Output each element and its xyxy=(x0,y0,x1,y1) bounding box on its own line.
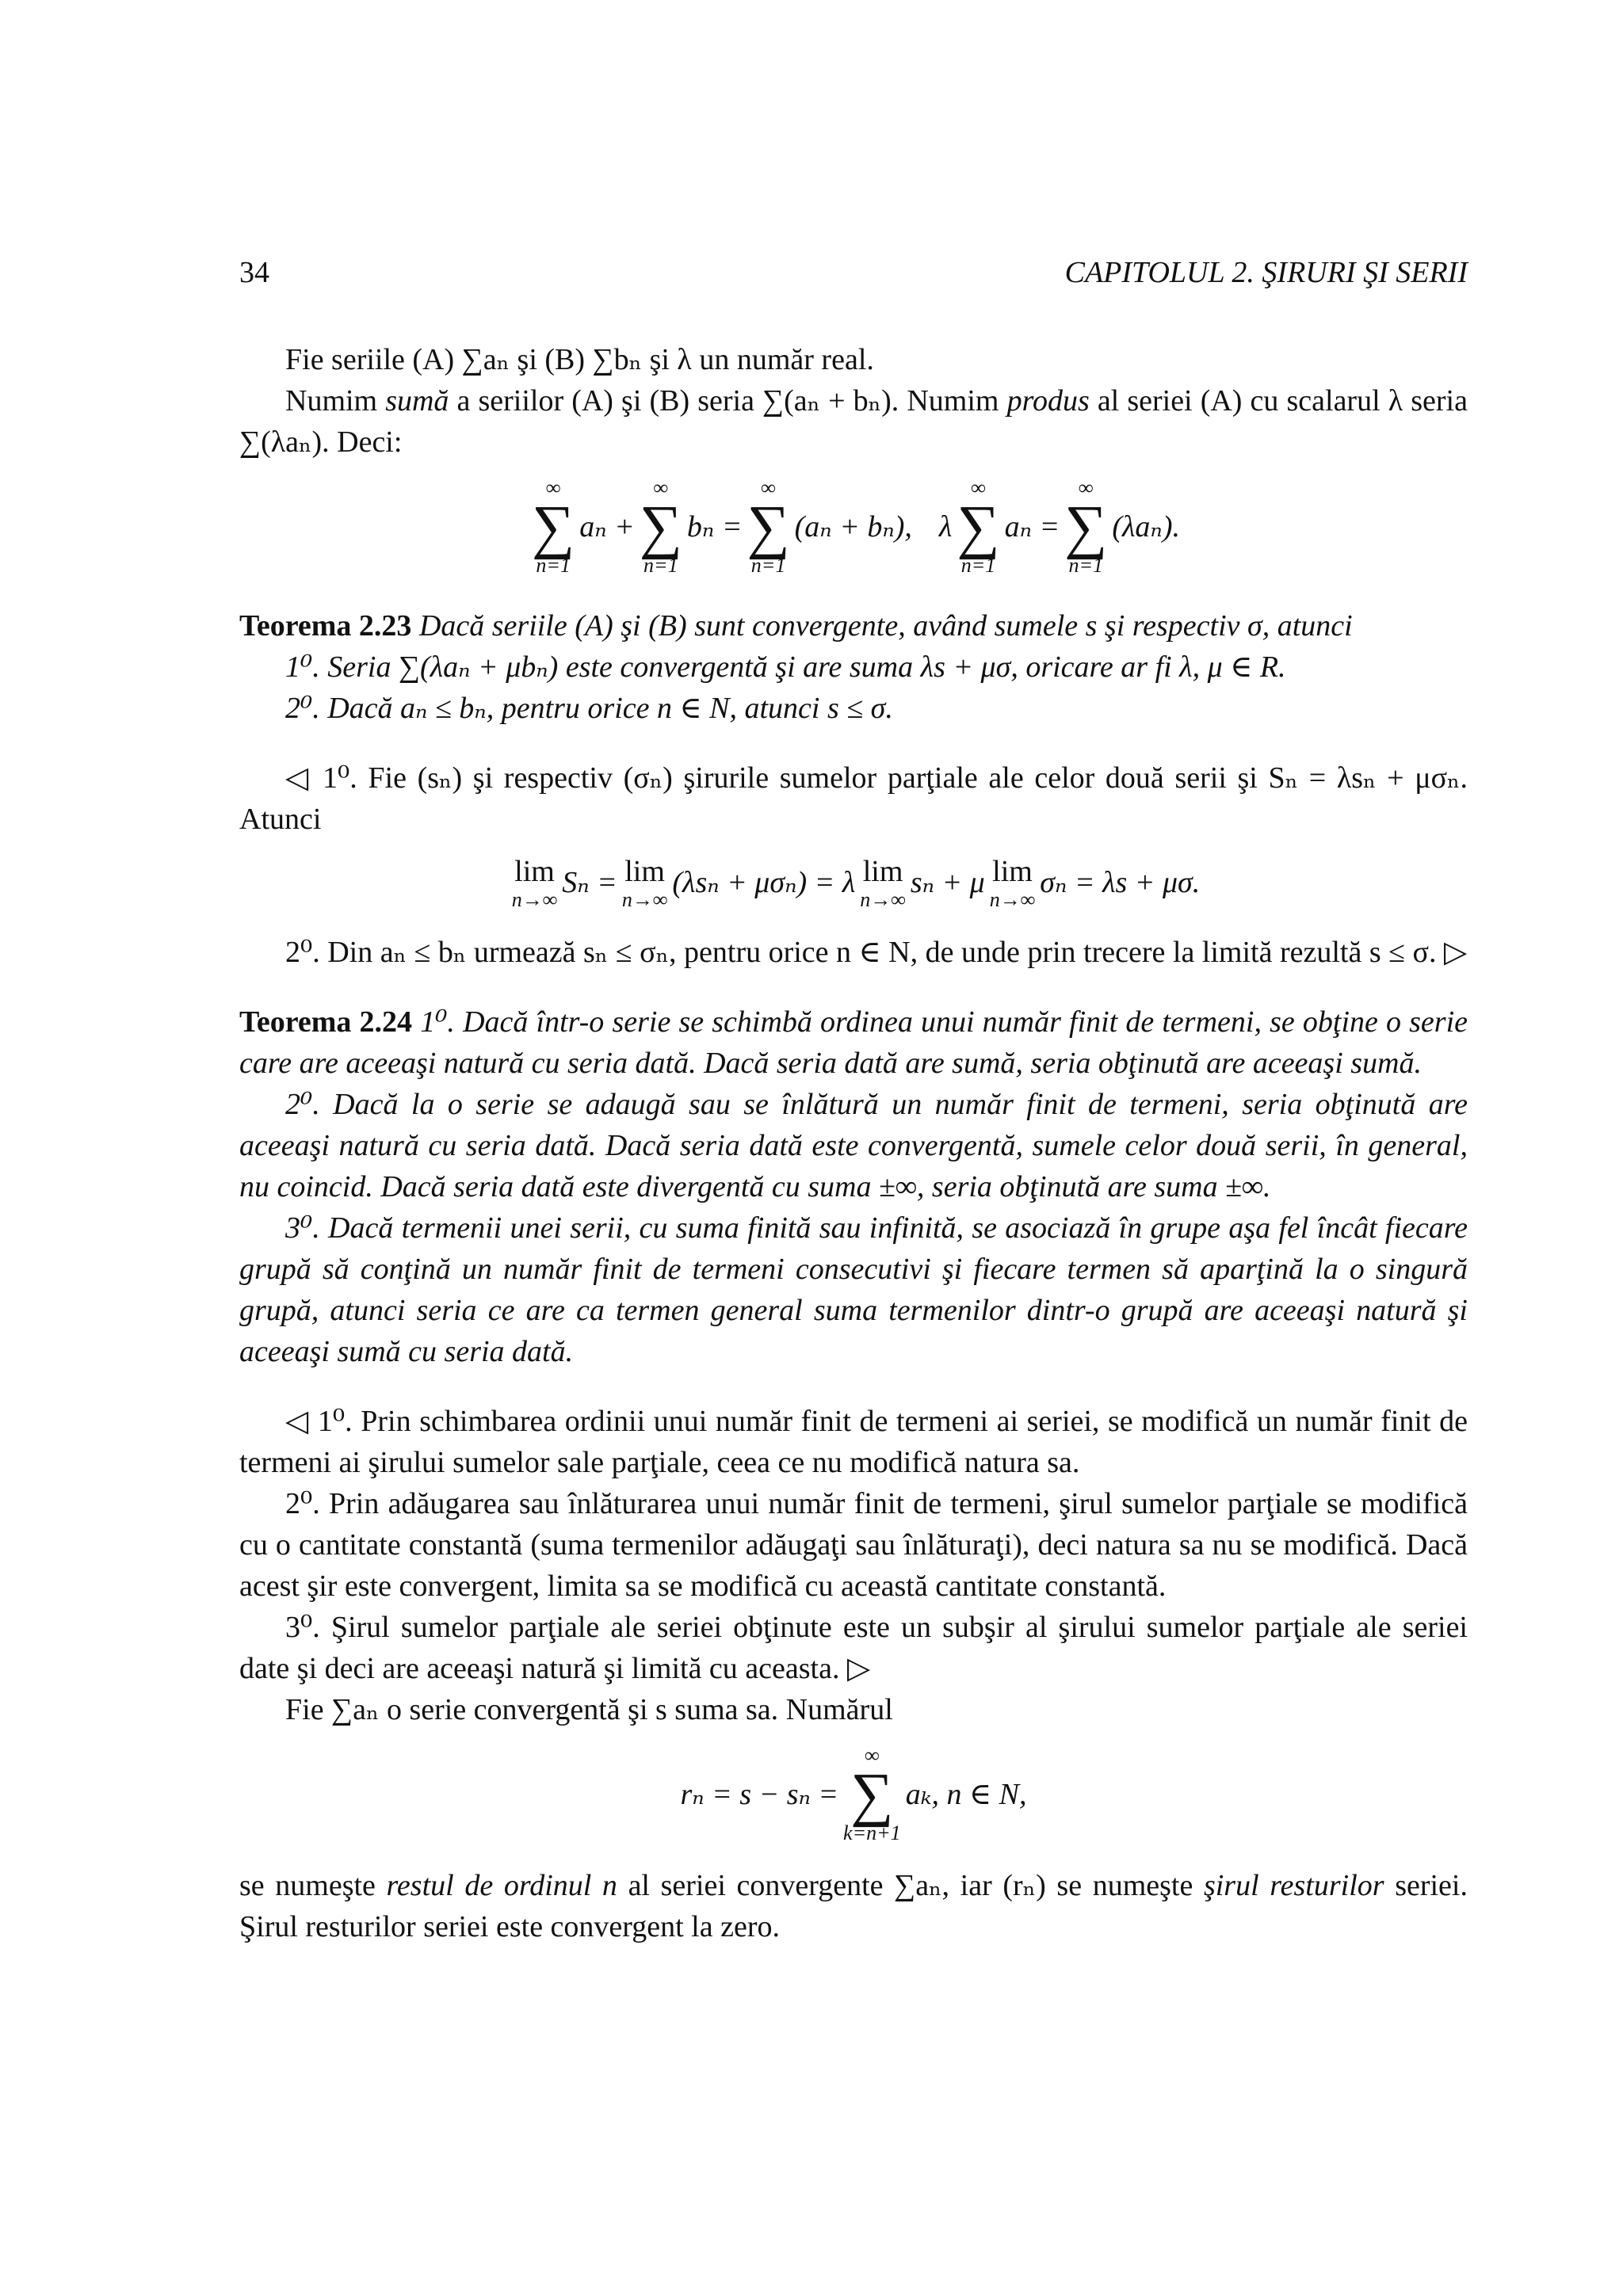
eq-term: aₙ + xyxy=(579,510,635,543)
eq-term: Sₙ = xyxy=(562,866,617,899)
upper-limit: ∞ xyxy=(971,476,986,499)
lim-subscript: n→∞ xyxy=(621,888,668,911)
eq-term: aₙ = xyxy=(1004,510,1060,543)
theorem-statement xyxy=(239,605,1468,646)
lim-operator xyxy=(622,854,668,911)
lim-subscript: n→∞ xyxy=(989,888,1036,911)
text: al seriei convergente ∑aₙ, iar (rₙ) se numeşte xyxy=(617,1869,1204,1902)
sigma-symbol: ∑ xyxy=(639,494,682,560)
lower-limit: n=1 xyxy=(750,554,786,577)
lim-word: lim xyxy=(624,855,665,888)
theorem-item-2: 2⁰. Dacă la o serie se adaugă sau se înlătură un număr finit de termeni, seria obţinută are aceeaşi natură cu seria dată. Dacă seria dată este convergentă, sumele celor două serii, în general, nu coincid. Dacă seria dată este divergentă cu suma ±∞, seria obţinută are suma ±∞. xyxy=(239,1088,1468,1203)
proof-2-23 xyxy=(239,757,1468,973)
intro-paragraph-2 xyxy=(239,380,1468,463)
theorem-text: 1⁰. Dacă într-o serie se schimbă ordinea unui număr finit de termeni, se obţine o serie care are aceeaşi natură cu seria dată. Dacă seria dată are sumă, seria obţinută are aceeaşi sumă. xyxy=(239,1005,1468,1080)
theorem-item-3: 3⁰. Dacă termenii unei serii, cu suma finită sau infinită, se asociază în grupe aşa fel încât fiecare grupă să conţină un număr finit de termeni consecutivi şi fiecare termen să aparţină la o singură grupă, atunci seria ce are ca termen general suma termenilor dintr-o grupă are aceeaşi natură şi aceeaşi sumă cu seria dată. xyxy=(239,1211,1468,1368)
sum-operator xyxy=(747,477,789,577)
term-produs: produs xyxy=(1006,384,1090,418)
upper-limit: ∞ xyxy=(653,476,669,499)
text: Numim xyxy=(285,384,386,418)
proof-paragraph-2: 2⁰. Prin adăugarea sau înlăturarea unui număr finit de termeni, şirul sumelor parţiale se modifică cu o cantitate constantă (suma termenilor adăugaţi sau înlăturaţi), deci natura sa nu se modifică. Dacă acest şir este convergent, limita sa se modifică cu această cantitate constantă. xyxy=(239,1487,1468,1603)
term-rest: restul de ordinul n xyxy=(386,1869,617,1902)
page-content xyxy=(239,252,1468,1947)
theorem-item-2: 2⁰. Dacă aₙ ≤ bₙ, pentru orice n ∈ N, atunci s ≤ σ. xyxy=(285,692,893,725)
sigma-symbol: ∑ xyxy=(532,494,575,560)
eq-term: (λsₙ + μσₙ) = λ xyxy=(672,866,856,899)
theorem-label: Teorema 2.23 xyxy=(239,609,412,643)
proof-2-24 xyxy=(239,1401,1468,1730)
theorem-item-1 xyxy=(239,1001,1468,1084)
sum-operator xyxy=(843,1745,901,1844)
lower-limit: n=1 xyxy=(643,554,678,577)
text: a seriilor (A) şi (B) seria ∑(aₙ + bₙ). Numim xyxy=(449,384,1007,418)
page-header xyxy=(239,252,1468,296)
theorem-2-23 xyxy=(239,605,1468,729)
sum-operator xyxy=(1064,477,1107,577)
theorem-label: Teorema 2.24 xyxy=(239,1005,413,1039)
lower-limit: n=1 xyxy=(536,554,571,577)
eq-term: bₙ = xyxy=(686,510,743,543)
theorem-text: Dacă seriile (A) şi (B) sunt convergente, având sumele s şi respectiv σ, atunci xyxy=(418,609,1353,643)
proof-paragraph-1: ◁ 1⁰. Prin schimbarea ordinii unui număr finit de termeni ai seriei, se modifică un număr finit de termeni ai şirului sumelor sale parţiale, ceea ce nu modifică natura sa. xyxy=(239,1405,1468,1479)
term-suma: sumă xyxy=(385,384,449,418)
eq-lambda: λ xyxy=(938,510,953,543)
upper-limit: ∞ xyxy=(545,476,561,499)
text: se numeşte xyxy=(239,1869,387,1902)
final-paragraph xyxy=(239,1865,1468,1947)
sigma-symbol: ∑ xyxy=(747,494,790,560)
lim-operator xyxy=(990,854,1036,911)
lim-subscript: n→∞ xyxy=(860,888,906,911)
upper-limit: ∞ xyxy=(1078,476,1094,499)
equation-limit xyxy=(239,854,1468,911)
text: al seriei (A) cu scalarul λ seria ∑(λaₙ). Deci: xyxy=(239,384,1468,459)
upper-limit: ∞ xyxy=(865,1744,880,1767)
intro-paragraph-1: Fie seriile (A) ∑aₙ şi (B) ∑bₙ şi λ un număr real. xyxy=(285,343,874,376)
sum-operator xyxy=(532,477,575,577)
lim-word: lim xyxy=(992,855,1033,888)
proof-paragraph-1: ◁ 1⁰. Fie (sₙ) şi respectiv (σₙ) şirurile sumelor parţiale ale celor două serii şi Sₙ = λsₙ + μσₙ. Atunci xyxy=(239,761,1468,836)
eq-term: (λaₙ). xyxy=(1112,510,1180,543)
lim-word: lim xyxy=(514,855,555,888)
eq-term: sₙ + μ xyxy=(910,866,985,899)
chapter-title: CAPITOLUL 2. ŞIRURI ŞI SERII xyxy=(1064,256,1468,289)
upper-limit: ∞ xyxy=(761,476,776,499)
text: seriei. Şirul resturilor seriei este convergent la zero. xyxy=(239,1869,1468,1943)
lim-operator xyxy=(512,854,558,911)
proof-paragraph-3: 3⁰. Şirul sumelor parţiale ale seriei obţinute este un subşir al şirului sumelor parţiale ale seriei date şi deci are aceeaşi natură şi limită cu aceasta. ▷ xyxy=(239,1611,1468,1685)
term-sir-resturi: şirul resturilor xyxy=(1203,1869,1384,1902)
sum-operator xyxy=(640,477,682,577)
theorem-2-24 xyxy=(239,1001,1468,1372)
eq-term: rₙ = s − sₙ = xyxy=(680,1778,839,1811)
lower-limit: n=1 xyxy=(1068,554,1103,577)
equation-sum-definition xyxy=(239,477,1468,577)
eq-term: aₖ, n ∈ N, xyxy=(905,1778,1027,1811)
lim-operator xyxy=(860,854,906,911)
eq-term: σₙ = λs + μσ. xyxy=(1040,866,1201,899)
lim-word: lim xyxy=(862,855,903,888)
sigma-symbol: ∑ xyxy=(1064,494,1108,560)
lower-limit: n=1 xyxy=(960,554,996,577)
theorem-item-1: 1⁰. Seria ∑(λaₙ + μbₙ) este convergentă şi are suma λs + μσ, oricare ar fi λ, μ ∈ R. xyxy=(285,650,1286,684)
sigma-symbol: ∑ xyxy=(850,1761,894,1828)
lim-subscript: n→∞ xyxy=(511,888,558,911)
sigma-symbol: ∑ xyxy=(957,494,1000,560)
page-number: 34 xyxy=(239,256,269,289)
sum-operator xyxy=(957,477,999,577)
eq-term: (aₙ + bₙ), xyxy=(794,510,912,543)
lower-limit: k=n+1 xyxy=(843,1821,901,1844)
proof-paragraph-2: 2⁰. Din aₙ ≤ bₙ urmează sₙ ≤ σₙ, pentru orice n ∈ N, de unde prin trecere la limită rezultă s ≤ σ. ▷ xyxy=(285,936,1468,969)
remainder-intro: Fie ∑aₙ o serie convergentă şi s suma sa. Numărul xyxy=(285,1693,893,1726)
equation-remainder xyxy=(239,1745,1468,1844)
